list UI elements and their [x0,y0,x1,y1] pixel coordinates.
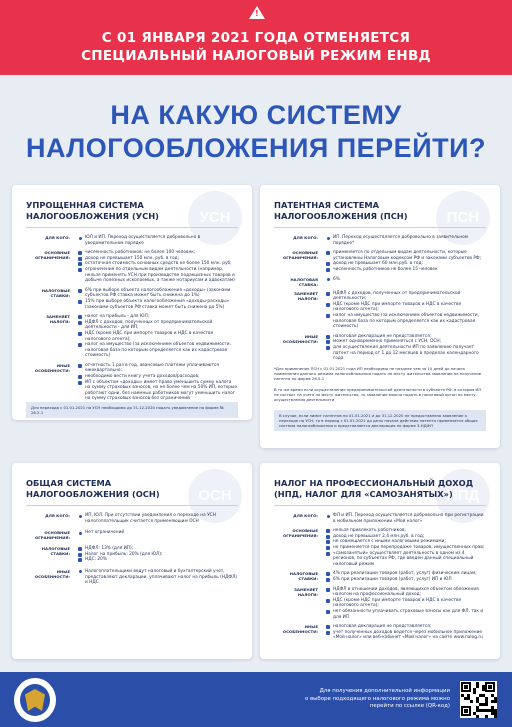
bullet-icon [78,343,82,347]
list-item: 4% при реализации товаров (работ, услуг) физическим лицам; [326,571,486,577]
list-item: нельзя привлекать работников; [326,528,486,534]
row-label: ОСНОВНЫЕ ОГРАНИЧЕНИЯ: [282,528,318,539]
bullet-icon [326,599,330,603]
list-item: необходимо вести книгу учета доходов/расходов; [78,374,238,380]
row-label: ИНЫЕ ОСОБЕННОСТИ: [34,568,70,579]
list-item: Налог на прибыль: 20% (для ЮЛ); [78,552,238,558]
warning-icon: ! [249,6,265,19]
list-item: налог на имущество (за исключением объектов недвижимости, налоговая база по которым определяется как их кадастровая стоимость) [78,342,238,359]
bullet-icon [79,237,82,240]
card-usn [12,185,252,420]
card-usn-title: УПРОЩЕННАЯ СИСТЕМА НАЛОГООБЛОЖЕНИЯ (УСН) [26,200,159,221]
banner-line-2: СПЕЦИАЛЬНЫЙ НАЛОГОВЫЙ РЕЖИМ ЕНВД [81,48,431,64]
row-label: ЗАМЕНЯЕТ НАЛОГИ: [294,586,318,597]
list-item: доход не превышает 60 млн.руб. в год; [326,261,486,267]
list-item: применяется по отдельным видам деятельности, которые установлены Налоговым кодексом РФ и законами субъектов РФ; [326,250,486,261]
list-item: 6% [326,277,486,283]
list-item: 6% при реализации товаров (работ, услуг) ИП и ЮЛ [326,577,486,583]
row-label: ИНЫЕ ОСОБЕННОСТИ: [34,362,70,373]
row-label: НАЛОГОВЫЕ СТАВКИ: [41,287,70,298]
card-divider [274,227,486,228]
usn-note: Для перехода с 01.01.2021 на УСН необходимо до 31.12.2020 подать уведомление по форме № 26.2-1 [26,402,238,418]
bullet-icon [326,262,330,266]
list-item: налоговая декларация не представляется; [326,624,486,630]
list-item: НДС: 20% [78,557,238,563]
row-label: ОСНОВНЫЕ ОГРАНИЧЕНИЯ: [282,250,318,261]
list-item: НДС (кроме НДС при импорте товаров и НДС в качестве налогового агента); [326,302,486,313]
card-divider [26,227,238,228]
warning-banner [0,0,512,75]
row-label: ИНЫЕ ОСОБЕННОСТИ: [282,624,318,635]
bullet-icon [78,315,82,319]
bullet-icon [78,268,82,272]
card-divider [26,505,238,506]
bullet-icon [326,340,330,344]
bullet-icon [78,300,82,304]
bullet-icon [327,237,330,240]
list-item: НДФЛ в отношении доходов, являющихся объектом обложения налогом на профессиональный доход; [326,587,486,598]
list-item: не совмещается с иными налоговыми режимами; [326,539,486,545]
list-item: ФЛ и ИП. Переход осуществляется добровольно при регистрации в мобильном приложении «Мой налог» [326,513,486,524]
list-item: ЮЛ и ИП. Переход осуществляется добровольно в уведомительном порядке [78,235,238,246]
row-label: НАЛОГОВЫЕ СТАВКИ: [41,546,70,557]
psn-note: В случае, если лимит патентов по 01.01.2021 и до 31.12.2020 не предоставлено заявление о переходе на УСН, то в период с 01.01.2021 до даты начала действия патента применяется общая система налогообложения и представляется декларация по форме 3-НДФЛ [274,410,486,431]
psn-footnote-1: *Для применения ПСН с 01.01.2021 года ИП необходимо не позднее чем за 10 дней до начала применения данного режима налогообложения подать по месту жительства заявление на получение патента по форме 26.5-1 [274,366,482,381]
card-divider [274,505,486,506]
list-item: налог на имущество (за исключением объектов недвижимости, налоговая база по которым определяется как их кадастровая стоимость) [326,313,486,330]
bullet-icon [326,540,330,544]
bullet-icon [326,251,330,255]
bullet-icon [326,346,330,350]
bullet-icon [78,364,82,368]
usn-watermark-icon: УСН [188,191,242,245]
list-item: 15% при выборе объекта налогообложения «доходы-расходы» (законами субъектов РФ ставка может быть снижена до 5%) [78,299,238,310]
bullet-icon [78,321,82,325]
list-item: налог на прибыль - для ЮЛ; [78,314,238,320]
list-item: доход не превышает 150 млн. руб. в год; [78,256,238,262]
bullet-icon [78,257,82,261]
list-item: налоговая декларация не представляется; [326,334,486,340]
list-item: 6% при выборе объекта налогообложения «доходы» (законами субъектов РФ ставка может быть снижена до 1%) [78,288,238,299]
list-item: ИП с объектом «доходы» имеет право уменьшить сумму налога на сумму страховых взносов, но не более чем на 50% ИП, которые работают одни, без наемных работников могут уменьшить налог на сумму страховых взносов без ограничений [78,380,238,402]
bullet-icon [326,335,330,339]
bullet-icon [78,289,82,293]
bullet-icon [326,314,330,318]
bullet-icon [78,381,82,385]
bullet-icon [326,631,330,635]
bullet-icon [326,292,330,296]
row-label: НАЛОГОВАЯ СТАВКА: [290,276,318,287]
list-item: численность работников не более 15 человек [326,267,486,273]
bullet-icon [78,558,82,562]
bullet-icon [326,546,330,550]
bullet-icon [79,532,82,535]
bullet-icon [326,572,330,576]
list-item: ИП. Переход осуществляется добровольно в заявительном порядке* [326,235,486,246]
card-osn [12,463,252,659]
row-label: ДЛЯ КОГО: [45,513,70,518]
bullet-icon [326,303,330,307]
list-item: доход не превышает 2,4 млн.руб. в год; [326,534,486,540]
list-item: НДФЛ с доходов, полученных от предпринимательской деятельности - для ИП; [78,320,238,331]
list-item: для осуществления деятельности ИП по заявлению получает патент на период от 1 до 12 месяцев в пределах календарного года [326,345,486,362]
list-item: может одновременно применяться с УСН, ОСН; [326,339,486,345]
card-psn [260,185,500,448]
row-label: ДЛЯ КОГО: [45,235,70,240]
footer-text: Для получения дополнительной информации о выборе подходящего налогового режима можно перейти по ссылке (QR-код) [304,688,450,709]
bullet-icon [78,375,82,379]
bullet-icon [326,588,330,592]
list-item: не применяется при перепродаже товаров, имущественных прав; [326,545,486,551]
bullet-icon [326,578,330,582]
list-item: учет полученных доходов ведется через мобильное приложение «Мой налог» или веб-кабинет «Мой налог» на сайте www.nalog.ru [326,630,486,641]
row-label: ОСНОВНЫЕ ОГРАНИЧЕНИЯ: [34,530,70,541]
list-item: НДФЛ: 13% (для ИП); [78,546,238,552]
footer [0,672,512,727]
headline-line-2: НАЛОГООБЛОЖЕНИЯ ПЕРЕЙТИ? [25,133,486,163]
row-label: ЗАМЕНЯЕТ НАЛОГИ: [294,290,318,301]
psn-footnote-2: В то же время если осуществление предпринимательской деятельности в субъекте РФ, в котором ИП не состоит на учете по месту жительства, то заявление можно подать в налоговый орган по месту осуществления деятельности [274,387,482,402]
list-item: НДС (кроме НДС при импорте товаров и НДС в качестве налогового агента); [78,331,238,342]
row-label: ОСНОВНЫЕ ОГРАНИЧЕНИЯ: [34,250,70,261]
bullet-icon [327,515,330,518]
headline-line-1: НА КАКУЮ СИСТЕМУ [110,100,402,130]
bullet-icon [79,570,82,573]
npd-watermark-icon: НПД [436,469,490,523]
row-label: НАЛОГОВЫЕ СТАВКИ: [289,571,318,582]
bullet-icon [79,515,82,518]
card-npd-title: НАЛОГ НА ПРОФЕССИОНАЛЬНЫЙ ДОХОД (НПД, НАЛОГ ДЛЯ «САМОЗАНЯТЫХ») [274,478,474,499]
list-item: отчетность 1 раз в год, авансовые платежи уплачиваются ежеквартально; [78,363,238,374]
bullet-icon [327,278,330,281]
row-label: ДЛЯ КОГО: [293,513,318,518]
bullet-icon [326,529,330,533]
bullet-icon [326,268,330,272]
row-label: ДЛЯ КОГО: [293,235,318,240]
psn-watermark-icon: ПСН [436,191,490,245]
bullet-icon [326,625,330,629]
bullet-icon [78,262,82,266]
list-item: ИП, ЮЛ. При отсутствии уведомления о переходе на УСН налогоплательщик считается применяющим ОСН [78,513,238,524]
qr-code-icon[interactable] [460,681,497,718]
list-item: «самозанятый» осуществляет деятельность в одном из 4 регионов, по субъектах РФ, где введен данный специальный налоговый режим [326,551,486,568]
row-label: ИНЫЕ ОСОБЕННОСТИ: [282,333,318,344]
list-item: численность работников: не более 100 человек; [78,250,238,256]
bullet-icon [326,610,330,614]
card-osn-title: ОБЩАЯ СИСТЕМА НАЛОГООБЛОЖЕНИЯ (ОСН) [26,478,160,499]
list-item: Налогоплательщики ведут налоговый и бухгалтерский учет, представляют декларации, уплачивают налог на прибыль (НДФЛ) и НДС [78,569,238,586]
bullet-icon [78,251,82,255]
bullet-icon [78,332,82,336]
bullet-icon [326,552,330,556]
row-label: ЗАМЕНЯЕТ НАЛОГИ: [46,314,70,325]
card-psn-title: ПАТЕНТНАЯ СИСТЕМА НАЛОГООБЛОЖЕНИЯ (ПСН) [274,200,408,221]
list-item: остаточная стоимость основных средств не более 150 млн. руб; [78,261,238,267]
list-item: НДФЛ с доходов, полученных от предпринимательской деятельности; [326,291,486,302]
bullet-icon [326,535,330,539]
list-item: Нет ограничений [78,530,238,536]
list-item: НДС (кроме НДС при импорте товаров и НДС в качестве налогового агента); [326,598,486,609]
bullet-icon [78,553,82,557]
card-npd [260,463,500,659]
bullet-icon [78,547,82,551]
osn-watermark-icon: ОСН [188,469,242,523]
fns-emblem-icon [14,678,56,722]
list-item: ограничения по отдельным видам деятельности (например, нельзя применять УСН при производстве подакцизных товаров и добыче полезных ископаемых, а также нотариусам и адвокатам) [78,267,238,284]
list-item: нет обязанности уплачивать страховые взносы как для ФЛ, так и для ИП [326,609,486,620]
banner-line-1: С 01 ЯНВАРЯ 2021 ГОДА ОТМЕНЯЕТСЯ [101,30,411,46]
